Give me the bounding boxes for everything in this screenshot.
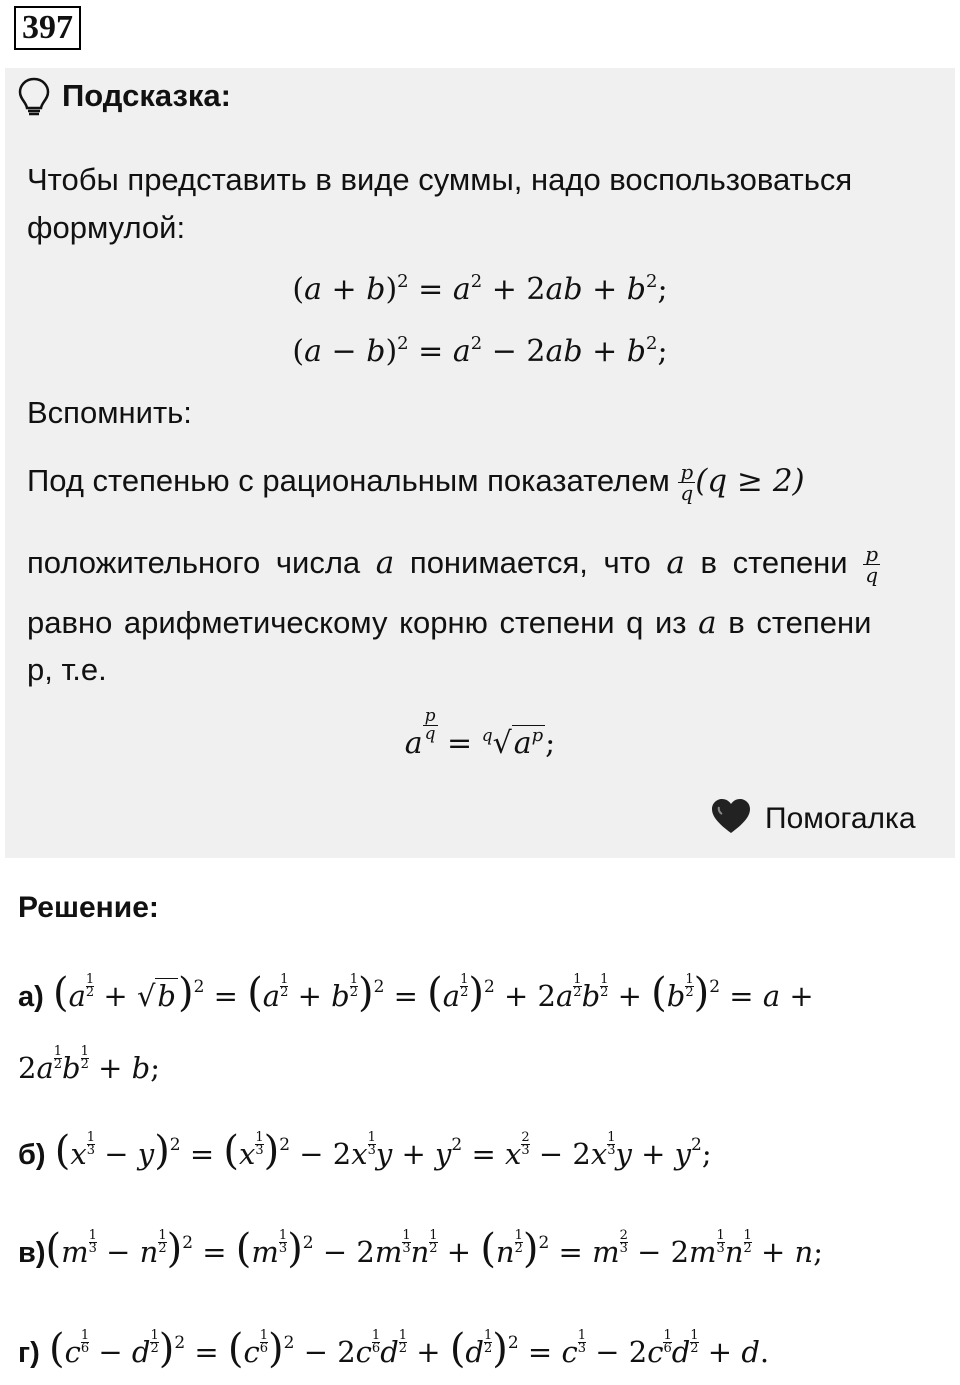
- formula-square-difference: $(a - b)^2 = a^2 - 2ab + b^2$;: [292, 333, 668, 369]
- fraction-p-over-q: $\frac{p}{q}$: [865, 542, 879, 588]
- var-a: a: [666, 545, 685, 581]
- text-segment: в степени: [700, 545, 848, 580]
- problem-number: 397: [14, 6, 81, 50]
- solution-a-line-1: а) (a $\frac{1}{2}$ + √b)$^2$ = (a $\frac{1}{2}$ + b $\frac{1}{2}$ )$^2$ = (a $\frac{1}{2}$ )$^2$ + 2a $\frac{1}{2}$ b $\frac{1}{2}$ + (b $\frac{1}{2}$ )$^2$ = a +: [18, 970, 814, 1016]
- var-a: a: [698, 605, 717, 641]
- rational-power-text: Под степенью с рациональным показателем: [27, 463, 670, 498]
- rational-power-line-3: [27, 603, 871, 643]
- rational-power-line-2: [27, 542, 933, 588]
- fraction-p-over-q: $\frac{p}{q}$: [680, 460, 694, 506]
- solution-g: г) (c $\frac{1}{6}$ − d $\frac{1}{2}$ )$^2$ = (c $\frac{1}{6}$ )$^2$ − 2c $\frac{1}{6}$ d $\frac{1}{2}$ + (d $\frac{1}{2}$ )$^2$ = c $\frac{1}{3}$ − 2c $\frac{1}{6}$ d $\frac{1}{2}$ + d.: [18, 1326, 770, 1372]
- condition-q: (q ≥ 2): [695, 463, 805, 499]
- solution-v-label: в): [18, 1237, 46, 1269]
- brand-name: Помогалка: [765, 802, 916, 835]
- text-segment: понимается, что: [409, 545, 651, 580]
- remember-label: Вспомнить:: [27, 395, 192, 430]
- solution-v: в)(m $\frac{1}{3}$ − n $\frac{1}{2}$ )$^2$ = (m $\frac{1}{3}$ )$^2$ − 2m $\frac{1}{3}$ n $\frac{1}{2}$ + (n $\frac{1}{2}$ )$^2$ = m $\frac{2}{3}$ − 2m $\frac{1}{3}$ n $\frac{1}{2}$ + n;: [18, 1226, 824, 1272]
- text-segment: положительного числа: [27, 545, 361, 580]
- solution-a-line-2: 2a $\frac{1}{2}$ b $\frac{1}{2}$ + b;: [18, 1044, 160, 1085]
- rational-power-line-4: p, т.е.: [27, 652, 107, 687]
- solution-b-label: б): [18, 1139, 46, 1171]
- lightbulb-icon: [17, 76, 51, 118]
- hint-paragraph-line-2: формулой:: [27, 210, 186, 245]
- solution-title: Решение:: [18, 891, 159, 924]
- heart-icon: [710, 798, 752, 836]
- rational-power-line-1: [27, 460, 805, 506]
- hint-paragraph-line-1: Чтобы представить в виде суммы, надо воспользоваться: [27, 162, 853, 197]
- text-segment: равно арифметическому корню степени q из: [27, 605, 687, 640]
- var-a: a: [375, 545, 395, 581]
- formula-rational-power: a $\frac{p}{q}$ = $^q√a^p$;: [404, 706, 556, 761]
- solution-b: б) (x $\frac{1}{3}$ − y)$^2$ = (x $\frac{1}{3}$ )$^2$ − 2x $\frac{1}{3}$ $y + y^2 = x$ $\frac{2}{3}$ − 2x $\frac{1}{3}$ $y + y^2$;: [18, 1128, 712, 1174]
- formula-square-sum: $(a + b)^2 = a^2 + 2ab + b^2$;: [292, 271, 668, 307]
- solution-g-label: г): [18, 1337, 40, 1369]
- hint-title: Подсказка:: [62, 78, 231, 113]
- hint-box: [5, 68, 955, 858]
- text-segment: в степени: [728, 605, 872, 640]
- solution-a-label: а): [18, 981, 44, 1013]
